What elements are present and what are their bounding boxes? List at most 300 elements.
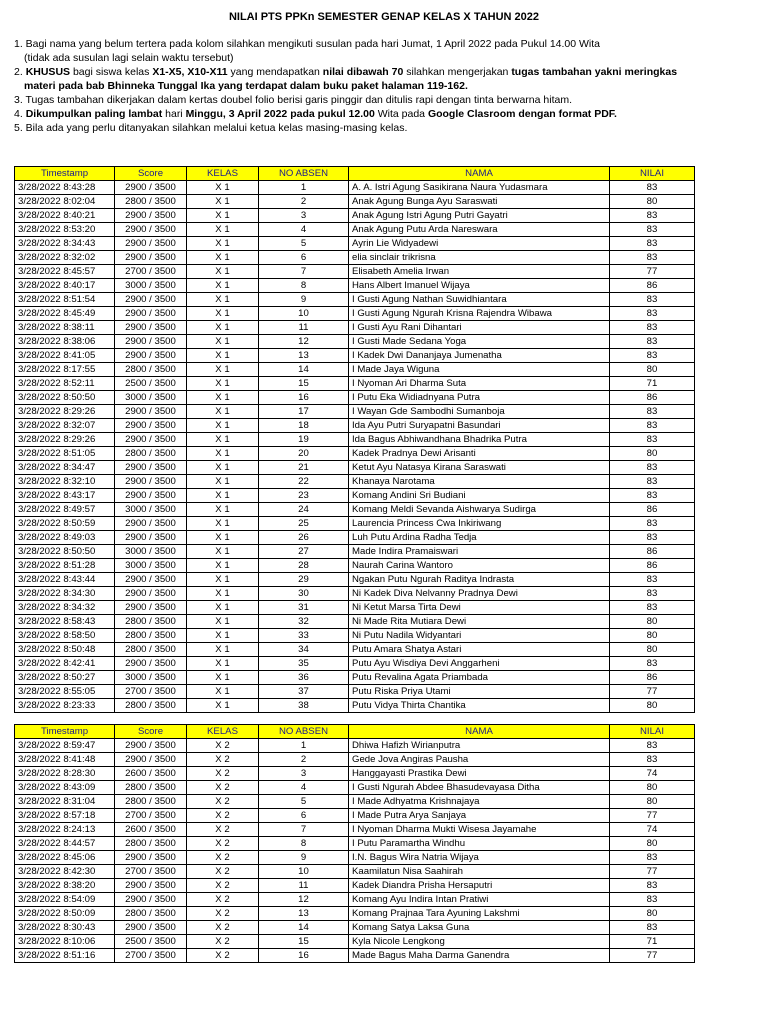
cell-kelas: X 1 bbox=[187, 363, 259, 377]
cell-nilai: 83 bbox=[610, 489, 695, 503]
cell-nama: Ida Bagus Abhiwandhana Bhadrika Putra bbox=[349, 433, 610, 447]
cell-timestamp: 3/28/2022 8:57:18 bbox=[15, 809, 115, 823]
table-row bbox=[15, 643, 695, 657]
cell-score: 2700 / 3500 bbox=[115, 685, 187, 699]
cell-kelas: X 1 bbox=[187, 489, 259, 503]
cell-timestamp: 3/28/2022 8:30:43 bbox=[15, 921, 115, 935]
cell-score: 2900 / 3500 bbox=[115, 237, 187, 251]
cell-nama: Putu Vidya Thirta Chantika bbox=[349, 699, 610, 713]
cell-nama: Elisabeth Amelia Irwan bbox=[349, 265, 610, 279]
cell-kelas: X 1 bbox=[187, 559, 259, 573]
cell-kelas: X 1 bbox=[187, 671, 259, 685]
cell-score: 2800 / 3500 bbox=[115, 615, 187, 629]
cell-score: 2700 / 3500 bbox=[115, 865, 187, 879]
cell-nilai: 80 bbox=[610, 643, 695, 657]
cell-timestamp: 3/28/2022 8:38:11 bbox=[15, 321, 115, 335]
table-row bbox=[15, 629, 695, 643]
cell-nilai: 86 bbox=[610, 391, 695, 405]
cell-no-absen: 34 bbox=[259, 643, 349, 657]
note-2-cont bbox=[14, 79, 759, 93]
cell-kelas: X 1 bbox=[187, 685, 259, 699]
cell-timestamp: 3/28/2022 8:50:48 bbox=[15, 643, 115, 657]
cell-kelas: X 1 bbox=[187, 643, 259, 657]
cell-score: 2800 / 3500 bbox=[115, 795, 187, 809]
cell-score: 2900 / 3500 bbox=[115, 601, 187, 615]
col-score: Score bbox=[115, 725, 187, 739]
cell-no-absen: 29 bbox=[259, 573, 349, 587]
cell-nama: Komang Andini Sri Budiani bbox=[349, 489, 610, 503]
cell-no-absen: 23 bbox=[259, 489, 349, 503]
cell-score: 2900 / 3500 bbox=[115, 307, 187, 321]
note-1-sub: (tidak ada susulan lagi selain waktu tersebut) bbox=[24, 52, 234, 64]
cell-kelas: X 1 bbox=[187, 503, 259, 517]
table-row bbox=[15, 517, 695, 531]
col-nama: NAMA bbox=[349, 725, 610, 739]
cell-nama: Putu Ayu Wisdiya Devi Anggarheni bbox=[349, 657, 610, 671]
cell-kelas: X 2 bbox=[187, 781, 259, 795]
cell-nilai: 83 bbox=[610, 657, 695, 671]
cell-score: 2900 / 3500 bbox=[115, 531, 187, 545]
note-2 bbox=[14, 65, 759, 79]
cell-kelas: X 2 bbox=[187, 907, 259, 921]
cell-kelas: X 1 bbox=[187, 545, 259, 559]
note-4-deadline: Minggu, 3 April 2022 pada pukul 12.00 bbox=[185, 108, 375, 120]
cell-kelas: X 2 bbox=[187, 753, 259, 767]
cell-kelas: X 1 bbox=[187, 405, 259, 419]
cell-nilai: 83 bbox=[610, 321, 695, 335]
cell-no-absen: 14 bbox=[259, 921, 349, 935]
cell-score: 3000 / 3500 bbox=[115, 279, 187, 293]
cell-nama: Kadek Pradnya Dewi Arisanti bbox=[349, 447, 610, 461]
table-row bbox=[15, 321, 695, 335]
col-nama: NAMA bbox=[349, 167, 610, 181]
cell-nama: Hans Albert Imanuel Wijaya bbox=[349, 279, 610, 293]
cell-nilai: 83 bbox=[610, 739, 695, 753]
table-row bbox=[15, 363, 695, 377]
cell-timestamp: 3/28/2022 8:58:50 bbox=[15, 629, 115, 643]
cell-nama: Putu Riska Priya Utami bbox=[349, 685, 610, 699]
table-row bbox=[15, 699, 695, 713]
cell-timestamp: 3/28/2022 8:51:16 bbox=[15, 949, 115, 963]
cell-score: 2800 / 3500 bbox=[115, 447, 187, 461]
col-timestamp: Timestamp bbox=[15, 725, 115, 739]
table-row bbox=[15, 893, 695, 907]
table-row bbox=[15, 753, 695, 767]
cell-nilai: 71 bbox=[610, 377, 695, 391]
cell-nilai: 80 bbox=[610, 447, 695, 461]
cell-score: 2800 / 3500 bbox=[115, 699, 187, 713]
cell-nama: Made Bagus Maha Darma Ganendra bbox=[349, 949, 610, 963]
cell-timestamp: 3/28/2022 8:55:05 bbox=[15, 685, 115, 699]
table-body bbox=[15, 739, 695, 963]
cell-timestamp: 3/28/2022 8:40:21 bbox=[15, 209, 115, 223]
cell-timestamp: 3/28/2022 8:41:05 bbox=[15, 349, 115, 363]
cell-nilai: 74 bbox=[610, 823, 695, 837]
cell-score: 2900 / 3500 bbox=[115, 405, 187, 419]
cell-nilai: 86 bbox=[610, 671, 695, 685]
cell-no-absen: 13 bbox=[259, 907, 349, 921]
cell-kelas: X 2 bbox=[187, 809, 259, 823]
cell-nilai: 80 bbox=[610, 837, 695, 851]
note-2-threshold: nilai dibawah 70 bbox=[322, 66, 404, 78]
cell-nama: Khanaya Narotama bbox=[349, 475, 610, 489]
cell-kelas: X 2 bbox=[187, 949, 259, 963]
cell-no-absen: 17 bbox=[259, 405, 349, 419]
cell-kelas: X 1 bbox=[187, 391, 259, 405]
cell-no-absen: 12 bbox=[259, 893, 349, 907]
document-title: NILAI PTS PPKn SEMESTER GENAP KELAS X TAHUN 2022 bbox=[228, 11, 540, 23]
table-row bbox=[15, 837, 695, 851]
cell-nama: Komang Ayu Indira Intan Pratiwi bbox=[349, 893, 610, 907]
table-row bbox=[15, 223, 695, 237]
cell-nilai: 74 bbox=[610, 767, 695, 781]
cell-score: 2900 / 3500 bbox=[115, 223, 187, 237]
cell-kelas: X 1 bbox=[187, 251, 259, 265]
table-row bbox=[15, 503, 695, 517]
cell-nama: Made Indira Pramaiswari bbox=[349, 545, 610, 559]
col-nilai: NILAI bbox=[610, 725, 695, 739]
table-row bbox=[15, 685, 695, 699]
cell-no-absen: 12 bbox=[259, 335, 349, 349]
table-row bbox=[15, 531, 695, 545]
table-row bbox=[15, 447, 695, 461]
cell-no-absen: 32 bbox=[259, 615, 349, 629]
cell-kelas: X 1 bbox=[187, 349, 259, 363]
cell-timestamp: 3/28/2022 8:45:06 bbox=[15, 851, 115, 865]
note-2-text: yang mendapatkan bbox=[227, 66, 323, 78]
cell-nama: I Kadek Dwi Dananjaya Jumenatha bbox=[349, 349, 610, 363]
cell-no-absen: 3 bbox=[259, 209, 349, 223]
cell-nilai: 80 bbox=[610, 781, 695, 795]
table-row bbox=[15, 195, 695, 209]
note-4-num: 4. bbox=[14, 108, 26, 120]
table-row bbox=[15, 461, 695, 475]
cell-timestamp: 3/28/2022 8:29:26 bbox=[15, 433, 115, 447]
cell-no-absen: 6 bbox=[259, 251, 349, 265]
table-row bbox=[15, 293, 695, 307]
cell-no-absen: 2 bbox=[259, 195, 349, 209]
cell-nilai: 83 bbox=[610, 181, 695, 195]
cell-score: 2800 / 3500 bbox=[115, 195, 187, 209]
cell-timestamp: 3/28/2022 8:51:54 bbox=[15, 293, 115, 307]
cell-kelas: X 2 bbox=[187, 865, 259, 879]
cell-no-absen: 21 bbox=[259, 461, 349, 475]
cell-score: 2900 / 3500 bbox=[115, 517, 187, 531]
col-score: Score bbox=[115, 167, 187, 181]
cell-timestamp: 3/28/2022 8:34:32 bbox=[15, 601, 115, 615]
cell-timestamp: 3/28/2022 8:50:50 bbox=[15, 545, 115, 559]
table-header-row bbox=[15, 167, 695, 181]
cell-no-absen: 15 bbox=[259, 377, 349, 391]
cell-kelas: X 1 bbox=[187, 237, 259, 251]
cell-no-absen: 1 bbox=[259, 739, 349, 753]
cell-nilai: 83 bbox=[610, 419, 695, 433]
cell-timestamp: 3/28/2022 8:17:55 bbox=[15, 363, 115, 377]
cell-nama: I Putu Eka Widiadnyana Putra bbox=[349, 391, 610, 405]
cell-nama: Ni Made Rita Mutiara Dewi bbox=[349, 615, 610, 629]
table-row bbox=[15, 405, 695, 419]
cell-nama: Kadek Diandra Prisha Hersaputri bbox=[349, 879, 610, 893]
cell-score: 2900 / 3500 bbox=[115, 657, 187, 671]
table-row bbox=[15, 615, 695, 629]
cell-nama: Anak Agung Bunga Ayu Saraswati bbox=[349, 195, 610, 209]
cell-no-absen: 7 bbox=[259, 265, 349, 279]
table-row bbox=[15, 781, 695, 795]
cell-no-absen: 7 bbox=[259, 823, 349, 837]
cell-nama: Kyla Nicole Lengkong bbox=[349, 935, 610, 949]
cell-timestamp: 3/28/2022 8:44:57 bbox=[15, 837, 115, 851]
cell-kelas: X 1 bbox=[187, 461, 259, 475]
cell-timestamp: 3/28/2022 8:34:47 bbox=[15, 461, 115, 475]
note-4-text: Wita pada bbox=[374, 108, 428, 120]
table-row bbox=[15, 475, 695, 489]
cell-timestamp: 3/28/2022 8:50:09 bbox=[15, 907, 115, 921]
cell-nama: Dhiwa Hafizh Wirianputra bbox=[349, 739, 610, 753]
cell-nama: Naurah Carina Wantoro bbox=[349, 559, 610, 573]
cell-nama: Ni Ketut Marsa Tirta Dewi bbox=[349, 601, 610, 615]
cell-no-absen: 11 bbox=[259, 879, 349, 893]
table-row bbox=[15, 851, 695, 865]
cell-nilai: 80 bbox=[610, 195, 695, 209]
cell-nama: I Made Putra Arya Sanjaya bbox=[349, 809, 610, 823]
cell-timestamp: 3/28/2022 8:32:07 bbox=[15, 419, 115, 433]
cell-no-absen: 11 bbox=[259, 321, 349, 335]
cell-score: 3000 / 3500 bbox=[115, 391, 187, 405]
note-4-platform: Google Clasroom dengan format PDF. bbox=[427, 108, 617, 120]
cell-nilai: 80 bbox=[610, 363, 695, 377]
cell-nilai: 77 bbox=[610, 685, 695, 699]
col-kelas: KELAS bbox=[187, 725, 259, 739]
cell-timestamp: 3/28/2022 8:31:04 bbox=[15, 795, 115, 809]
cell-no-absen: 19 bbox=[259, 433, 349, 447]
cell-score: 2900 / 3500 bbox=[115, 419, 187, 433]
cell-no-absen: 31 bbox=[259, 601, 349, 615]
cell-kelas: X 2 bbox=[187, 837, 259, 851]
cell-nama: I Gusti Agung Ngurah Krisna Rajendra Wibawa bbox=[349, 307, 610, 321]
table-row bbox=[15, 809, 695, 823]
cell-score: 2900 / 3500 bbox=[115, 335, 187, 349]
cell-score: 2800 / 3500 bbox=[115, 781, 187, 795]
cell-score: 2900 / 3500 bbox=[115, 739, 187, 753]
cell-nilai: 77 bbox=[610, 265, 695, 279]
cell-score: 2800 / 3500 bbox=[115, 629, 187, 643]
cell-kelas: X 2 bbox=[187, 767, 259, 781]
table-row bbox=[15, 559, 695, 573]
table-row bbox=[15, 949, 695, 963]
note-2-text: bagi siswa kelas bbox=[70, 66, 153, 78]
cell-timestamp: 3/28/2022 8:43:44 bbox=[15, 573, 115, 587]
cell-nilai: 83 bbox=[610, 335, 695, 349]
cell-kelas: X 1 bbox=[187, 265, 259, 279]
cell-timestamp: 3/28/2022 8:51:28 bbox=[15, 559, 115, 573]
cell-timestamp: 3/28/2022 8:43:09 bbox=[15, 781, 115, 795]
cell-nama: Kaamilatun Nisa Saahirah bbox=[349, 865, 610, 879]
cell-nama: I Gusti Agung Nathan Suwidhiantara bbox=[349, 293, 610, 307]
cell-timestamp: 3/28/2022 8:41:48 bbox=[15, 753, 115, 767]
note-5: 5. Bila ada yang perlu ditanyakan silahkan melalui ketua kelas masing-masing kelas. bbox=[14, 122, 408, 134]
cell-score: 2600 / 3500 bbox=[115, 767, 187, 781]
cell-nilai: 83 bbox=[610, 879, 695, 893]
cell-timestamp: 3/28/2022 8:32:02 bbox=[15, 251, 115, 265]
cell-timestamp: 3/28/2022 8:42:41 bbox=[15, 657, 115, 671]
cell-nama: I Made Jaya Wiguna bbox=[349, 363, 610, 377]
cell-kelas: X 2 bbox=[187, 851, 259, 865]
table-row bbox=[15, 657, 695, 671]
cell-timestamp: 3/28/2022 8:40:17 bbox=[15, 279, 115, 293]
cell-nilai: 83 bbox=[610, 601, 695, 615]
table-row bbox=[15, 921, 695, 935]
cell-nilai: 83 bbox=[610, 293, 695, 307]
table-row bbox=[15, 767, 695, 781]
cell-timestamp: 3/28/2022 8:50:59 bbox=[15, 517, 115, 531]
cell-kelas: X 1 bbox=[187, 377, 259, 391]
cell-nama: Komang Satya Laksa Guna bbox=[349, 921, 610, 935]
cell-nama: elia sinclair trikrisna bbox=[349, 251, 610, 265]
cell-no-absen: 16 bbox=[259, 949, 349, 963]
grades-table-x1 bbox=[14, 166, 695, 713]
cell-nilai: 83 bbox=[610, 405, 695, 419]
cell-timestamp: 3/28/2022 8:45:49 bbox=[15, 307, 115, 321]
cell-nilai: 83 bbox=[610, 223, 695, 237]
cell-timestamp: 3/28/2022 8:45:57 bbox=[15, 265, 115, 279]
cell-score: 3000 / 3500 bbox=[115, 503, 187, 517]
note-2-khusus: KHUSUS bbox=[25, 66, 71, 78]
cell-nama: I.N. Bagus Wira Natria Wijaya bbox=[349, 851, 610, 865]
table-row bbox=[15, 823, 695, 837]
cell-kelas: X 1 bbox=[187, 335, 259, 349]
cell-timestamp: 3/28/2022 8:59:47 bbox=[15, 739, 115, 753]
cell-nama: Ketut Ayu Natasya Kirana Saraswati bbox=[349, 461, 610, 475]
cell-nilai: 83 bbox=[610, 251, 695, 265]
cell-nama: Ni Putu Nadila Widyantari bbox=[349, 629, 610, 643]
cell-timestamp: 3/28/2022 8:38:20 bbox=[15, 879, 115, 893]
col-timestamp: Timestamp bbox=[15, 167, 115, 181]
cell-kelas: X 2 bbox=[187, 921, 259, 935]
cell-score: 2700 / 3500 bbox=[115, 265, 187, 279]
table-row bbox=[15, 879, 695, 893]
cell-nilai: 80 bbox=[610, 907, 695, 921]
cell-no-absen: 8 bbox=[259, 837, 349, 851]
cell-no-absen: 5 bbox=[259, 795, 349, 809]
cell-kelas: X 1 bbox=[187, 629, 259, 643]
cell-score: 2900 / 3500 bbox=[115, 209, 187, 223]
cell-score: 2900 / 3500 bbox=[115, 753, 187, 767]
cell-no-absen: 8 bbox=[259, 279, 349, 293]
cell-kelas: X 1 bbox=[187, 615, 259, 629]
cell-kelas: X 1 bbox=[187, 433, 259, 447]
cell-kelas: X 1 bbox=[187, 601, 259, 615]
cell-score: 2900 / 3500 bbox=[115, 587, 187, 601]
cell-timestamp: 3/28/2022 8:29:26 bbox=[15, 405, 115, 419]
cell-no-absen: 9 bbox=[259, 293, 349, 307]
cell-nama: I Nyoman Ari Dharma Suta bbox=[349, 377, 610, 391]
cell-timestamp: 3/28/2022 8:34:43 bbox=[15, 237, 115, 251]
cell-kelas: X 1 bbox=[187, 293, 259, 307]
table-row bbox=[15, 935, 695, 949]
cell-no-absen: 13 bbox=[259, 349, 349, 363]
cell-nama: Ida Ayu Putri Suryapatni Basundari bbox=[349, 419, 610, 433]
cell-kelas: X 2 bbox=[187, 893, 259, 907]
cell-nama: Luh Putu Ardina Radha Tedja bbox=[349, 531, 610, 545]
table-row bbox=[15, 739, 695, 753]
cell-nilai: 77 bbox=[610, 949, 695, 963]
cell-score: 2900 / 3500 bbox=[115, 879, 187, 893]
cell-nama: I Wayan Gde Sambodhi Sumanboja bbox=[349, 405, 610, 419]
cell-no-absen: 24 bbox=[259, 503, 349, 517]
cell-nilai: 83 bbox=[610, 587, 695, 601]
cell-kelas: X 1 bbox=[187, 699, 259, 713]
cell-nama: Gede Jova Angiras Pausha bbox=[349, 753, 610, 767]
note-4-text: hari bbox=[162, 108, 186, 120]
cell-score: 3000 / 3500 bbox=[115, 545, 187, 559]
table-row bbox=[15, 573, 695, 587]
cell-kelas: X 2 bbox=[187, 739, 259, 753]
cell-no-absen: 4 bbox=[259, 223, 349, 237]
cell-nilai: 83 bbox=[610, 893, 695, 907]
cell-score: 3000 / 3500 bbox=[115, 559, 187, 573]
cell-score: 2900 / 3500 bbox=[115, 851, 187, 865]
note-2-task: tugas tambahan yakni meringkas bbox=[511, 66, 678, 78]
cell-no-absen: 16 bbox=[259, 391, 349, 405]
cell-no-absen: 10 bbox=[259, 307, 349, 321]
cell-score: 2500 / 3500 bbox=[115, 935, 187, 949]
cell-nilai: 80 bbox=[610, 795, 695, 809]
cell-no-absen: 5 bbox=[259, 237, 349, 251]
cell-score: 2500 / 3500 bbox=[115, 377, 187, 391]
cell-nama: Komang Prajnaa Tara Ayuning Lakshmi bbox=[349, 907, 610, 921]
note-3: 3. Tugas tambahan dikerjakan dalam kertas doubel folio berisi garis pinggir dan ditulis rapi dengan tinta berwarna hitam. bbox=[14, 94, 572, 106]
cell-nilai: 77 bbox=[610, 809, 695, 823]
cell-nilai: 83 bbox=[610, 921, 695, 935]
cell-nama: Ni Kadek Diva Nelvanny Pradnya Dewi bbox=[349, 587, 610, 601]
cell-kelas: X 1 bbox=[187, 573, 259, 587]
cell-nama: Anak Agung Istri Agung Putri Gayatri bbox=[349, 209, 610, 223]
cell-score: 2900 / 3500 bbox=[115, 921, 187, 935]
cell-no-absen: 4 bbox=[259, 781, 349, 795]
cell-kelas: X 2 bbox=[187, 795, 259, 809]
cell-score: 2800 / 3500 bbox=[115, 643, 187, 657]
note-2-classes: X1-X5, X10-X11 bbox=[152, 66, 228, 78]
table-row bbox=[15, 335, 695, 349]
cell-no-absen: 10 bbox=[259, 865, 349, 879]
cell-nama: I Nyoman Dharma Mukti Wisesa Jayamahe bbox=[349, 823, 610, 837]
cell-score: 2900 / 3500 bbox=[115, 461, 187, 475]
cell-score: 2900 / 3500 bbox=[115, 293, 187, 307]
cell-nama: A. A. Istri Agung Sasikirana Naura Yudasmara bbox=[349, 181, 610, 195]
note-2-num: 2. bbox=[14, 66, 26, 78]
cell-nilai: 86 bbox=[610, 559, 695, 573]
table-row bbox=[15, 489, 695, 503]
cell-timestamp: 3/28/2022 8:49:03 bbox=[15, 531, 115, 545]
table-row bbox=[15, 265, 695, 279]
cell-nilai: 83 bbox=[610, 753, 695, 767]
cell-nilai: 80 bbox=[610, 699, 695, 713]
cell-score: 2800 / 3500 bbox=[115, 907, 187, 921]
cell-score: 2700 / 3500 bbox=[115, 809, 187, 823]
cell-nilai: 83 bbox=[610, 573, 695, 587]
cell-score: 2900 / 3500 bbox=[115, 181, 187, 195]
cell-kelas: X 1 bbox=[187, 223, 259, 237]
cell-nilai: 83 bbox=[610, 433, 695, 447]
cell-no-absen: 30 bbox=[259, 587, 349, 601]
cell-no-absen: 1 bbox=[259, 181, 349, 195]
cell-nilai: 71 bbox=[610, 935, 695, 949]
cell-no-absen: 26 bbox=[259, 531, 349, 545]
cell-no-absen: 14 bbox=[259, 363, 349, 377]
cell-timestamp: 3/28/2022 8:53:20 bbox=[15, 223, 115, 237]
cell-no-absen: 25 bbox=[259, 517, 349, 531]
cell-timestamp: 3/28/2022 8:49:57 bbox=[15, 503, 115, 517]
